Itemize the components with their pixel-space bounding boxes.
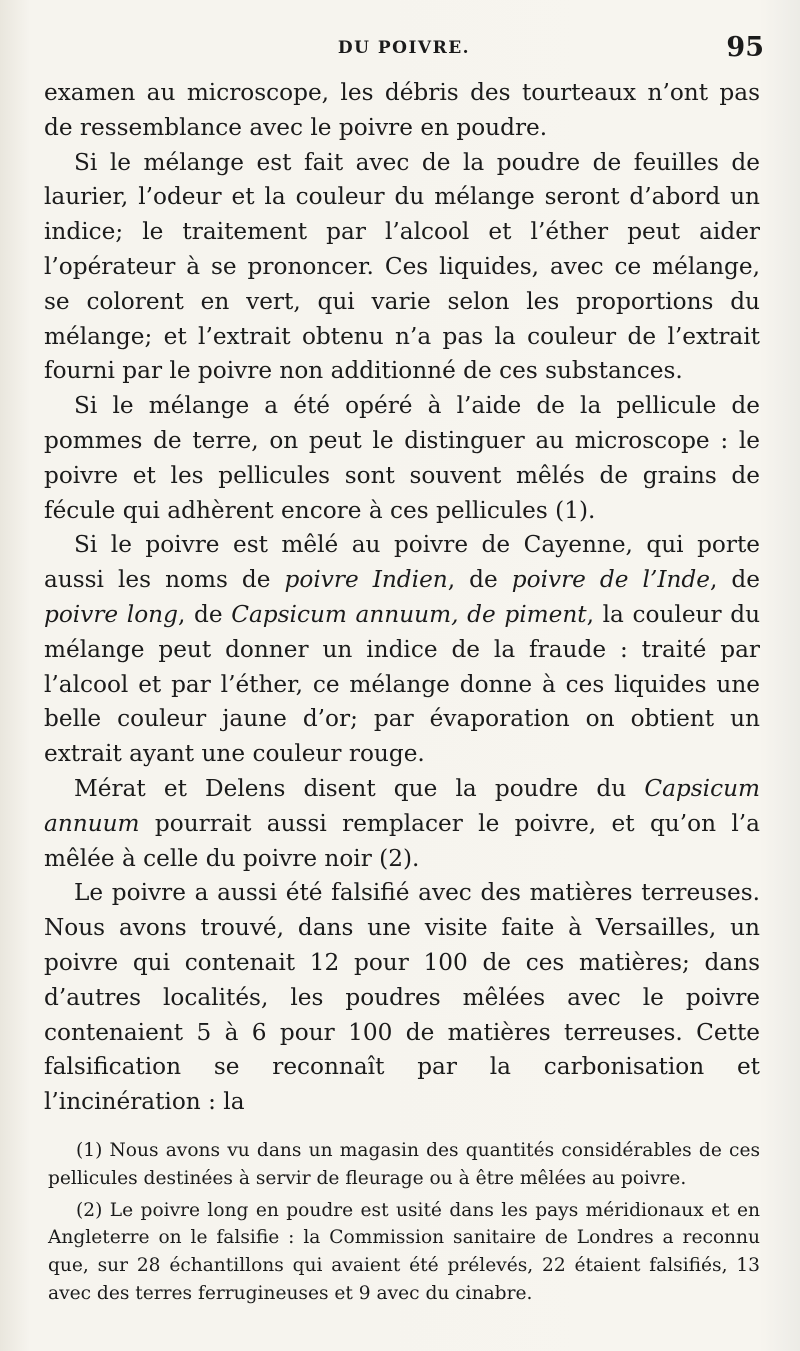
footnote-1: (1) Nous avons vu dans un magasin des quantités considérables de ces pellicules destinées à servir de fleurage ou à être mêlées au poivre.: [48, 1140, 760, 1189]
text-run: , de: [177, 600, 232, 628]
italic-term: poivre de l’Inde: [511, 566, 710, 594]
paragraph-earthy-matter: Le poivre a aussi été falsifié avec des matières terreuses. Nous avons trouvé, dans une visite faite à Versailles, un poivre qui contenait 12 pour 100 de ces matières; dans d’autres localités, les poudres mêlées avec le poivre contenaient 5 à 6 pour 100 de matières terreuses. Cette falsification se reconnaît par la carbonisation et l’incinération : la: [44, 879, 760, 1116]
body-text: [44, 76, 760, 1120]
text-run: , de: [447, 566, 512, 594]
italic-term: Capsicum annuum: [44, 774, 760, 837]
paragraph-continued: examen au microscope, les débris des tourteaux n’ont pas de ressemblance avec le poivre en poudre.: [44, 79, 760, 141]
italic-term: Capsicum annuum, de piment: [231, 600, 587, 628]
page-number: 95: [726, 32, 764, 63]
paragraph-laurel: Si le mélange est fait avec de la poudre de feuilles de laurier, l’odeur et la couleur du mélange seront d’abord un indice; le traitement par l’alcool et l’éther peut aider l’opérateur à se prononcer. Ces liquides, avec ce mélange, se colorent en vert, qui varie selon les proportions du mélange; et l’extrait obtenu n’a pas la couleur de l’extrait fourni par le poivre non additionné de ces substances.: [44, 148, 760, 385]
italic-term: poivre long: [44, 600, 178, 628]
text-run: , de: [710, 566, 760, 594]
text-run: , la couleur du mélange peut donner un indice de la fraude : traité par l’alcool et par l’éther, ce mélange donne à ces liquides une belle couleur jaune d’or; par évaporation on obtient un extrait ayant une couleur rouge.: [44, 600, 760, 768]
page-header: [44, 30, 764, 70]
paragraph-cayenne: [44, 528, 760, 772]
text-run: Si le poivre est mêlé au poivre de Cayenne, qui porte aussi les noms de: [44, 531, 760, 594]
paragraph-potato-peel: Si le mélange a été opéré à l’aide de la pellicule de pommes de terre, on peut le distinguer au microscope : le poivre et les pellicules sont souvent mêlés de grains de fécule qui adhèrent encore à ces pellicules (1).: [44, 392, 760, 524]
paragraph-merat-delens: [44, 772, 760, 876]
footnote-2: (2) Le poivre long en poudre est usité dans les pays méridionaux et en Angleterre on le falsifie : la Commission sanitaire de Londres a reconnu que, sur 28 échantillons qui avaient été prélevés, 22 étaient falsifiés, 13 avec des terres ferrugineuses et 9 avec du cinabre.: [48, 1199, 760, 1304]
running-title: DU POIVRE.: [337, 38, 471, 58]
text-run: Mérat et Delens disent que la poudre du: [74, 774, 645, 802]
footnotes: [48, 1137, 760, 1312]
text-run: pourrait aussi remplacer le poivre, et qu’on l’a mêlée à celle du poivre noir (2).: [44, 809, 760, 872]
italic-term: poivre Indien: [284, 566, 448, 594]
